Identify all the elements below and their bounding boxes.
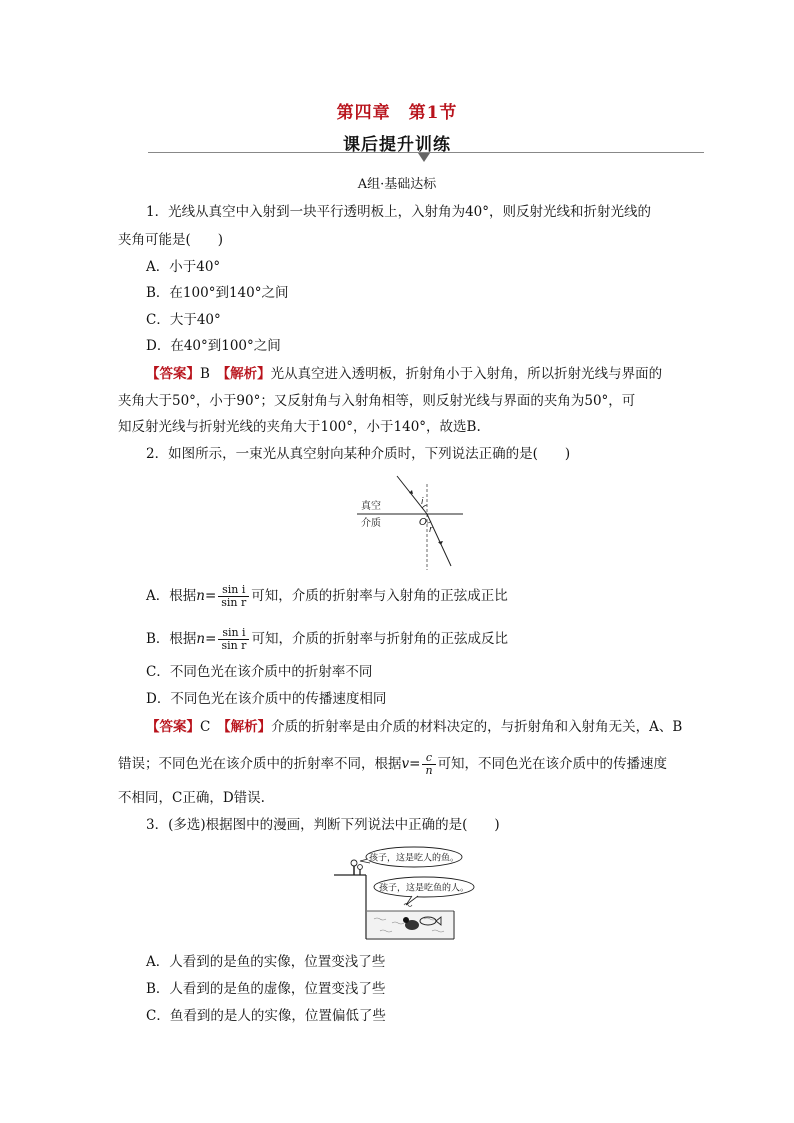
q2-option-a-prefix: A．根据: [146, 588, 197, 604]
vacuum-label: 真空: [361, 501, 381, 512]
q3-stem: 3．(多选)根据图中的漫画，判断下列说法中正确的是( ): [146, 817, 500, 833]
q2-option-d: D．不同色光在该介质中的传播速度相同: [146, 691, 387, 707]
q1-option-b: B．在100°到140°之间: [146, 285, 289, 301]
q2-analysis-line2: [118, 752, 667, 777]
q1-answer-line1: [146, 365, 662, 383]
q3-option-a: A．人看到的是鱼的实像，位置变浅了些: [146, 954, 386, 970]
bubble-1-text: 孩子，这是吃人的鱼。: [368, 853, 460, 864]
fraction-denominator: n: [425, 764, 433, 777]
q3-option-c: C．鱼看到的是人的实像，位置偏低了些: [146, 1008, 386, 1024]
adult-head: [351, 860, 357, 866]
q2-answer-letter: C: [200, 719, 211, 735]
triangle-marker-icon: [418, 153, 430, 162]
sin-ratio-fraction: [218, 627, 249, 652]
fraction-numerator: sin i: [218, 584, 249, 597]
fraction-numerator: sin i: [218, 627, 249, 640]
analysis-tag: 【解析】: [223, 366, 271, 382]
q1-option-a: A．小于40°: [146, 259, 221, 275]
chapter-title: 第四章 第1节: [336, 103, 458, 123]
q1-analysis-line3: 知反射光线与折射光线的夹角大于100°，小于140°，故选B.: [118, 419, 481, 435]
q2-option-b: [146, 627, 508, 652]
child-head: [358, 865, 363, 870]
q2-analysis-line2-prefix: 错误；不同色光在该介质中的折射率不同，根据: [118, 756, 402, 772]
q1-answer-letter: B: [200, 366, 210, 382]
group-heading: A组·基础达标: [357, 177, 437, 192]
refracted-arrow-icon: [438, 541, 443, 545]
q2-analysis-line3: 不相同，C正确，D错误.: [118, 790, 265, 806]
formula-n: n: [196, 588, 205, 604]
point-o-label: O: [419, 517, 427, 528]
q2-analysis-text1: 介质的折射率是由介质的材料决定的，与折射角和入射角无关，A、B: [271, 719, 683, 735]
q2-stem: 2．如图所示，一束光从真空射向某种介质时，下列说法正确的是( ): [146, 446, 571, 462]
angle-i-label: i: [421, 497, 424, 507]
q1-option-d: D．在40°到100°之间: [146, 338, 281, 354]
formula-eq: =: [205, 631, 217, 647]
diver-head: [403, 917, 409, 923]
q2-option-c: C．不同色光在该介质中的折射率不同: [146, 664, 373, 680]
incident-ray: [397, 476, 427, 514]
q1-analysis-line2: 夹角大于50°，小于90°；又反射角与入射角相等，则反射光线与界面的夹角为50°，可: [118, 393, 636, 409]
formula-v: v: [401, 756, 410, 772]
answer-tag: 【答案】: [146, 366, 200, 382]
q2-option-a: [146, 584, 508, 609]
section-subtitle: 课后提升训练: [343, 135, 451, 155]
formula-eq: =: [409, 756, 421, 772]
angle-r-label: r: [429, 525, 433, 535]
bubble-2-text: 孩子，这是吃鱼的人。: [378, 883, 470, 894]
q2-option-b-text: 可知，介质的折射率与折射角的正弦成反比: [251, 631, 508, 647]
q2-analysis-line2-text: 可知，不同色光在该介质中的传播速度: [437, 756, 668, 772]
q1-stem-line2: 夹角可能是( ): [118, 232, 224, 248]
fraction-denominator: sin r: [221, 639, 247, 652]
formula-eq: =: [204, 588, 217, 604]
q1-stem-line1: 1．光线从真空中入射到一块平行透明板上，入射角为40°，则反射光线和折射光线的: [146, 204, 652, 220]
q2-option-a-text: 可知，介质的折射率与入射角的正弦成正比: [251, 588, 508, 604]
answer-tag: 【答案】: [146, 719, 200, 735]
c-over-n-fraction: [422, 752, 435, 777]
q1-analysis-text1: 光从真空进入透明板，折射角小于入射角，所以折射光线与界面的: [270, 366, 663, 382]
sin-ratio-fraction: [218, 584, 249, 609]
q3-option-b: B．人看到的是鱼的虚像，位置变浅了些: [146, 981, 386, 997]
analysis-tag: 【解析】: [223, 719, 272, 735]
q1-option-c: C．大于40°: [146, 312, 221, 328]
q2-answer-line1: [146, 718, 682, 736]
cartoon-illustration: [334, 845, 504, 943]
medium-label: 介质: [361, 518, 381, 529]
fraction-denominator: sin r: [221, 596, 247, 609]
speech-bubble-2-tail: [406, 896, 418, 905]
q2-option-b-prefix: B．根据: [146, 631, 197, 647]
formula-n: n: [196, 631, 206, 647]
refraction-diagram: [355, 472, 470, 572]
fraction-numerator: c: [422, 752, 435, 765]
